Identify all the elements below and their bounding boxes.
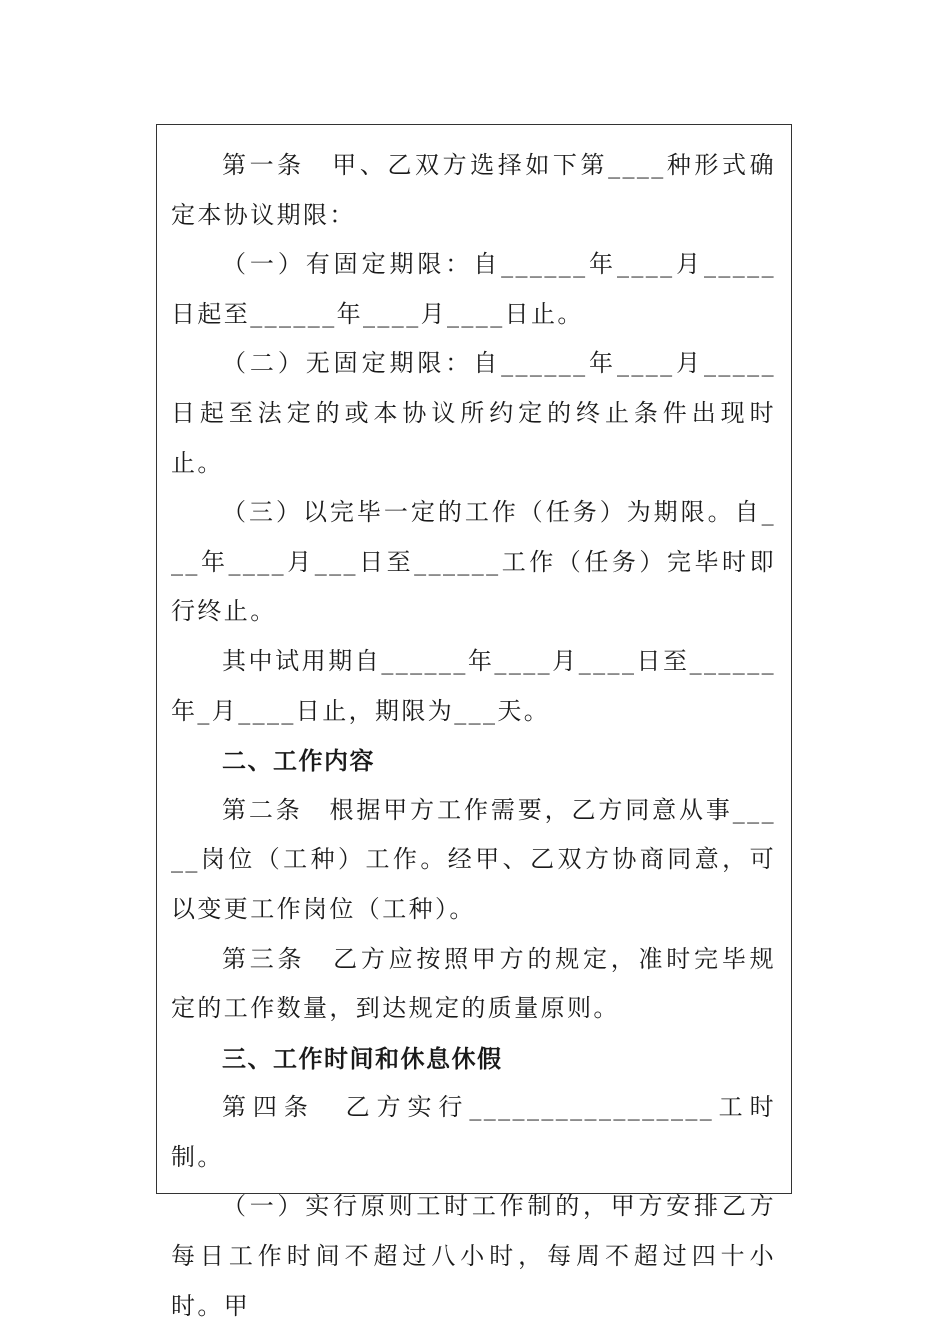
- article-1-term-selection: 第一条 甲、乙双方选择如下第____种形式确定本协议期限：: [171, 151, 776, 229]
- option-fixed-term: （一）有固定期限：自______年____月_____日起至______年____月____日止。: [171, 250, 776, 328]
- probation-period: 其中试用期自______年____月____日至______年_月____日止，期限为___天。: [171, 646, 776, 725]
- section-heading-working-hours: 三、工作时间和休息休假: [222, 1043, 503, 1073]
- article-4-standard-hours: （一）实行原则工时工作制的，甲方安排乙方每日工作时间不超过八小时，每周不超过四十小时。甲: [171, 1192, 776, 1320]
- option-open-ended-term: （二）无固定期限：自______年____月_____日起至法定的或本协议所约定的终止条件出现时止。: [171, 349, 776, 477]
- section-heading-work-content: 二、工作内容: [222, 746, 375, 776]
- article-3-work-quality: 第三条 乙方应按照甲方的规定，准时完毕规定的工作数量，到达规定的质量原则。: [171, 944, 776, 1023]
- article-4-hours-system: 第四条 乙方实行_________________工时制。: [171, 1093, 776, 1171]
- article-2-position: 第二条 根据甲方工作需要，乙方同意从事_____岗位（工种）工作。经甲、乙双方协商同意，可以变更工作岗位（工种）。: [171, 795, 776, 923]
- contract-body: [171, 141, 776, 1331]
- contract-text-frame: [156, 124, 792, 1320]
- option-task-based-term: （三）以完毕一定的工作（任务）为期限。自___年____月___日至______工作（任务）完毕时即行终止。: [171, 498, 776, 626]
